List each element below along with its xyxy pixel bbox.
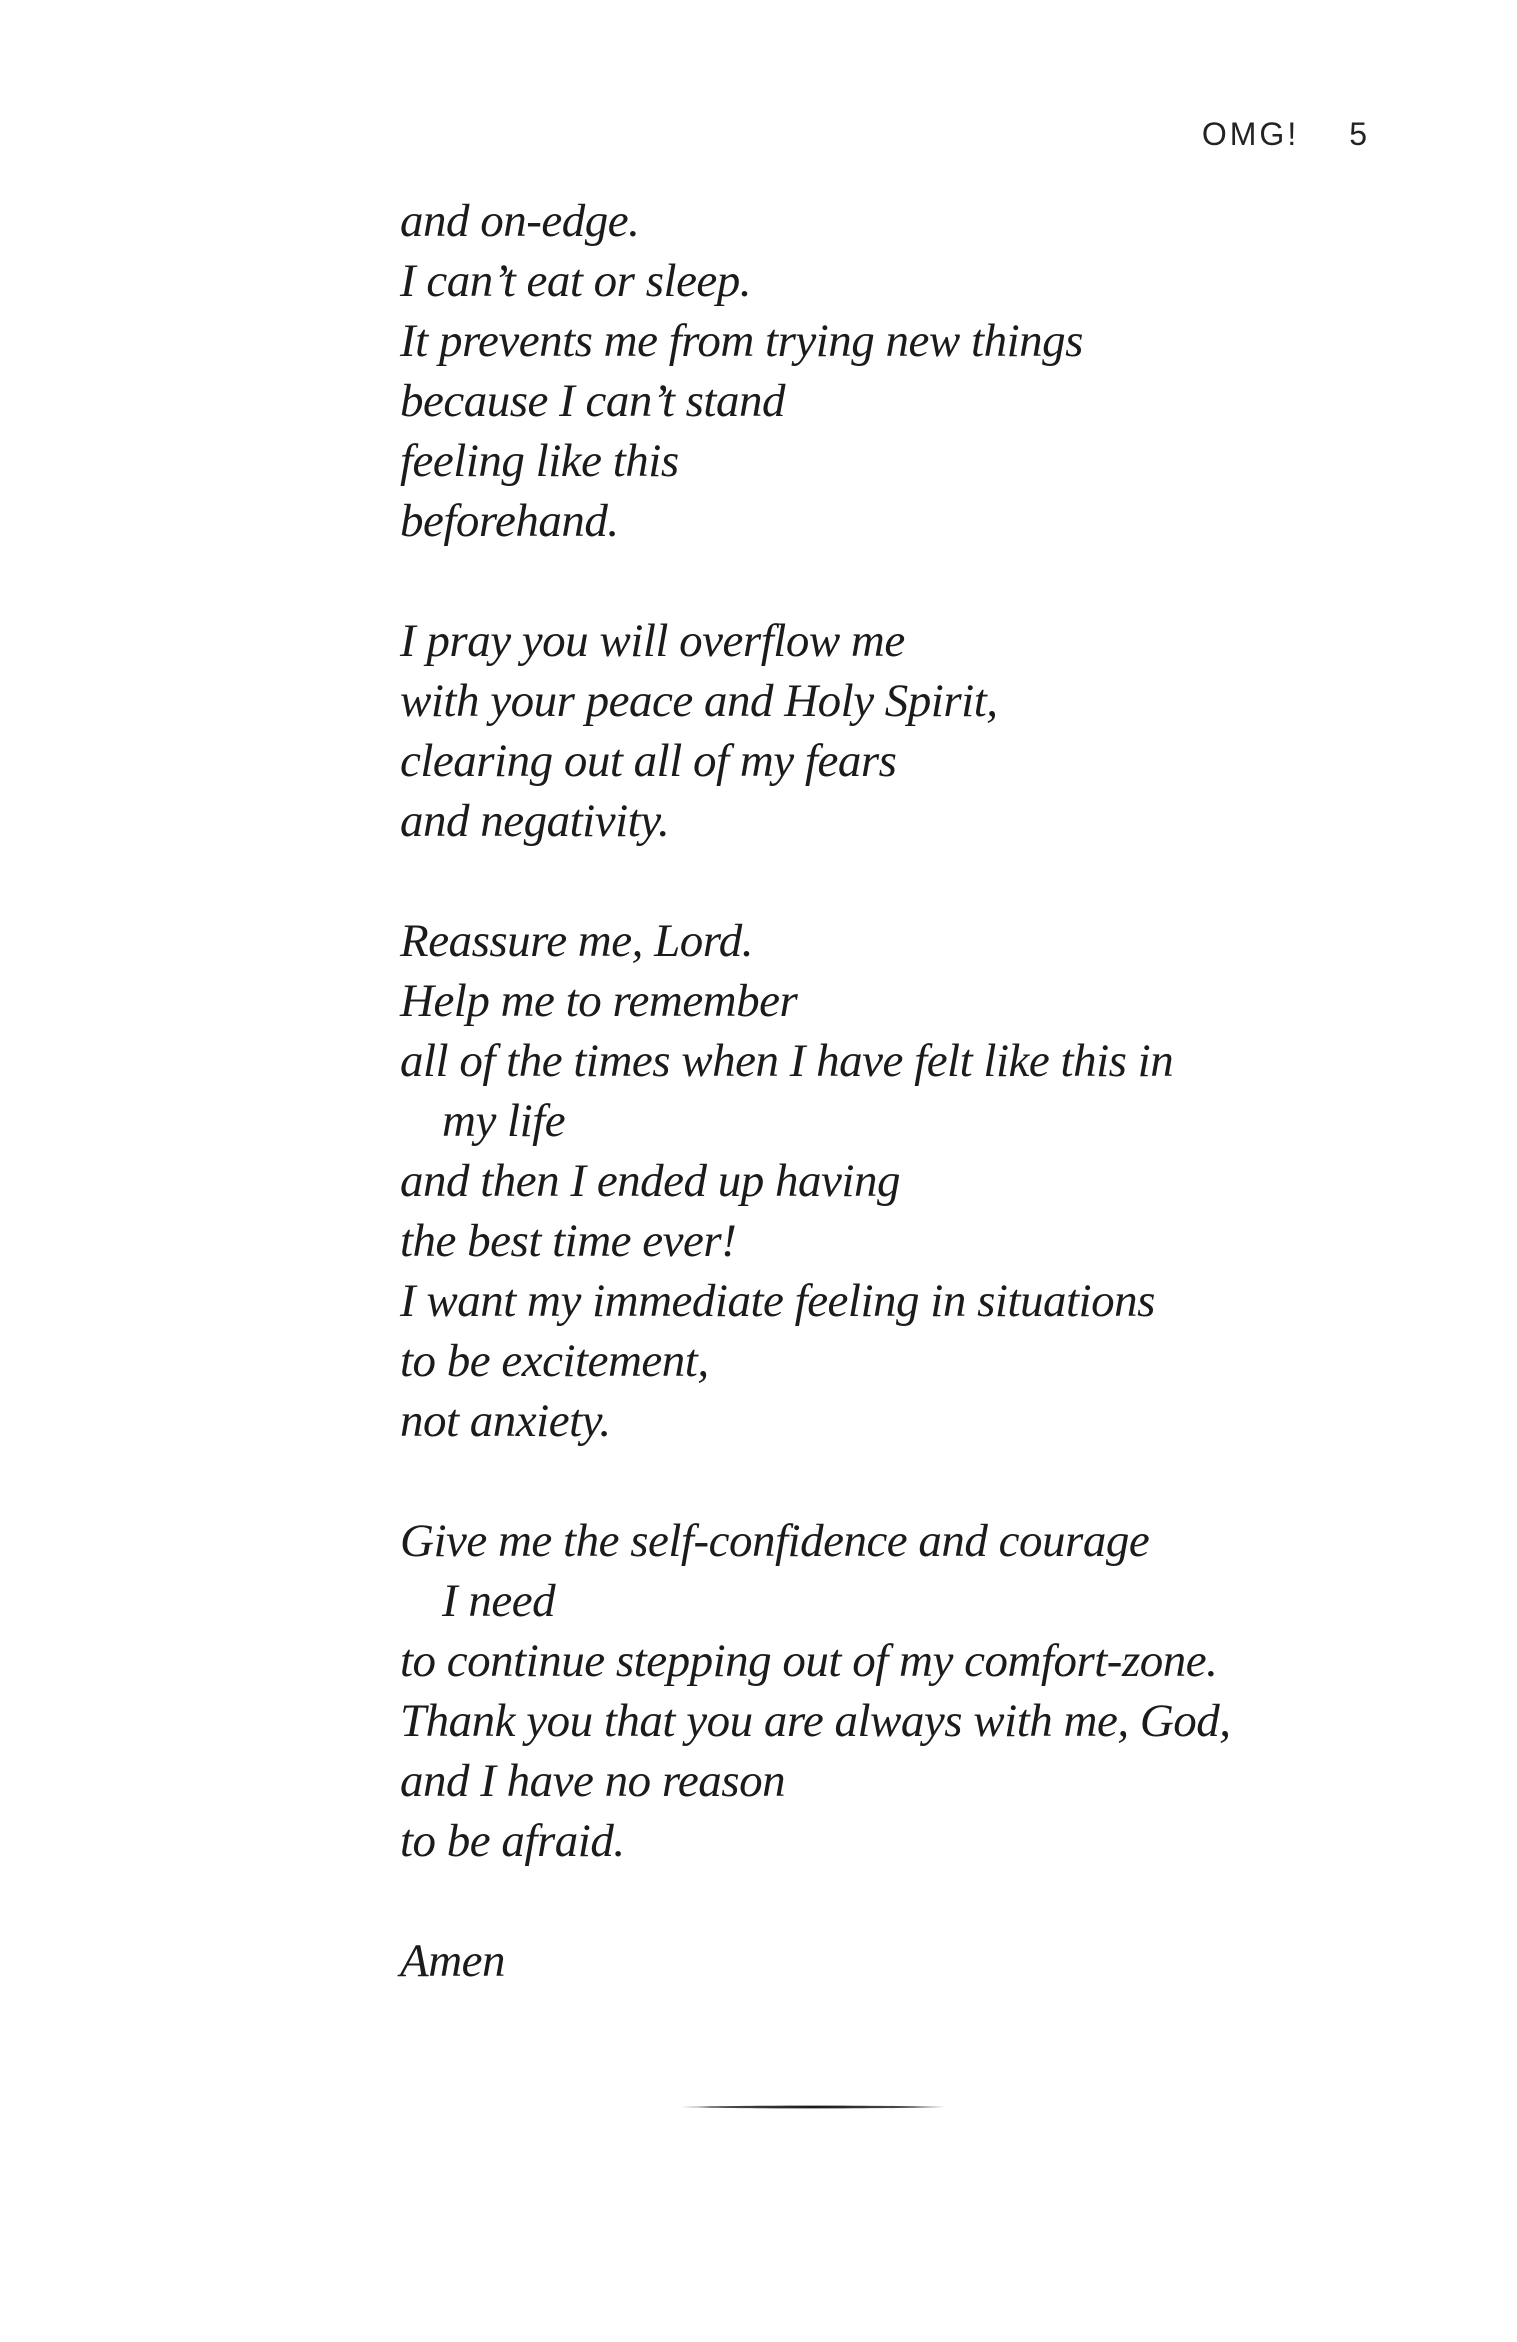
poem-line: and on-edge. bbox=[400, 195, 640, 247]
poem bbox=[400, 191, 1231, 2051]
poem-line: my life bbox=[442, 1095, 566, 1147]
poem-line: and negativity. bbox=[400, 795, 670, 847]
poem-line: I pray you will overflow me bbox=[400, 615, 905, 667]
poem-line: feeling like this bbox=[400, 435, 679, 487]
poem-stanza bbox=[400, 191, 1220, 551]
poem-line: clearing out all of my fears bbox=[400, 735, 897, 787]
poem-line: Reassure me, Lord. bbox=[400, 915, 754, 967]
poem-line: Amen bbox=[400, 1935, 506, 1987]
poem-line: to be afraid. bbox=[400, 1815, 625, 1867]
section-divider bbox=[680, 2104, 947, 2110]
poem-line: I need bbox=[442, 1575, 556, 1627]
poem-line: It prevents me from trying new things bbox=[400, 315, 1083, 367]
poem-line: Give me the self-confidence and courage bbox=[400, 1515, 1150, 1567]
running-header-title: OMG! bbox=[1201, 116, 1300, 152]
poem-line: I can’t eat or sleep. bbox=[400, 255, 752, 307]
poem-line: the best time ever! bbox=[400, 1215, 737, 1267]
running-header bbox=[1202, 118, 1370, 150]
poem-line: because I can’t stand bbox=[400, 375, 785, 427]
tapered-rule-shape bbox=[680, 2104, 947, 2110]
poem-line: to continue stepping out of my comfort-zone. bbox=[400, 1635, 1218, 1687]
poem-line: not anxiety. bbox=[400, 1395, 611, 1447]
poem-stanza bbox=[400, 1511, 1231, 1871]
poem-line: with your peace and Holy Spirit, bbox=[400, 675, 998, 727]
poem-stanza bbox=[400, 911, 1220, 1451]
poem-line: I want my immediate feeling in situations bbox=[400, 1275, 1155, 1327]
poem-line: and then I ended up having bbox=[400, 1155, 900, 1207]
page-number: 5 bbox=[1349, 116, 1370, 152]
poem-line: Thank you that you are always with me, God, bbox=[400, 1695, 1231, 1747]
poem-line: and I have no reason bbox=[400, 1755, 786, 1807]
poem-stanza bbox=[400, 1931, 1220, 1991]
poem-line: Help me to remember bbox=[400, 975, 798, 1027]
poem-line: to be excitement, bbox=[400, 1335, 709, 1387]
poem-line: all of the times when I have felt like this in bbox=[400, 1035, 1174, 1087]
poem-line: beforehand. bbox=[400, 495, 619, 547]
poem-stanza bbox=[400, 611, 1220, 851]
